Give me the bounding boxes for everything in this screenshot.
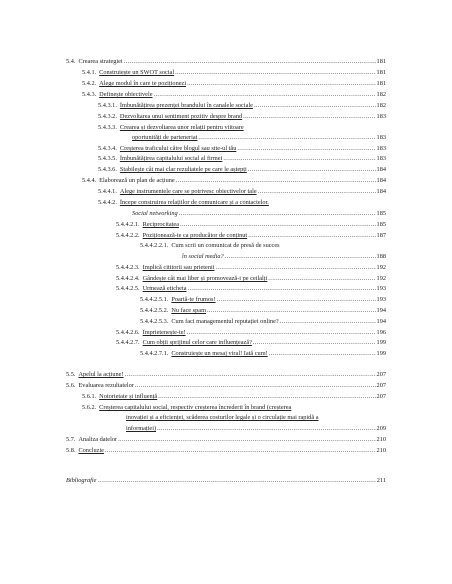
- toc-page-number: 194: [376, 307, 386, 314]
- toc-leader-dots: [176, 177, 376, 184]
- toc-entry-number: 5.4.4.2.1.: [116, 221, 140, 228]
- toc-entry-title: Creșterea traficului către blogul sau site-ul tău: [119, 145, 237, 152]
- toc-entry-number: 5.4.3.: [82, 91, 97, 98]
- toc-entry: [140, 350, 386, 357]
- toc-page-number: 183: [376, 134, 386, 141]
- toc-leader-dots: [207, 307, 376, 314]
- toc-leader-dots: [269, 350, 376, 357]
- toc-entry-number: 5.4.4.2.5.1.: [140, 296, 169, 303]
- toc-entry-title: Alege modul în care te poziționezi: [99, 80, 187, 87]
- toc-entry-number: 5.4.: [66, 58, 76, 65]
- toc-entry-title: Îmbunătățirea prezenței brandului în canalele sociale: [119, 102, 253, 109]
- toc-leader-dots: [187, 329, 376, 336]
- toc-entry: [82, 404, 386, 411]
- toc-leader-dots: [243, 113, 375, 120]
- toc-page-number: 184: [376, 188, 386, 195]
- toc-page-number: 194: [376, 318, 386, 325]
- toc-entry-number: 5.4.3.4.: [98, 145, 117, 152]
- toc-entry-title: Dezvoltarea unui sentiment pozitiv despre brand: [119, 113, 243, 120]
- toc-page-number: 193: [376, 285, 386, 292]
- toc-entry: [98, 155, 386, 162]
- toc-leader-dots: [268, 275, 375, 282]
- toc-entry-number: 5.4.4.2.6.: [116, 329, 140, 336]
- toc-entry: [82, 80, 386, 87]
- toc-entry: [132, 134, 386, 141]
- toc-leader-dots: [198, 134, 375, 141]
- toc-entry: [116, 285, 386, 292]
- toc-page-number: 192: [376, 275, 386, 282]
- toc-leader-dots: [225, 253, 376, 260]
- toc-page-number: 207: [376, 393, 386, 400]
- toc-leader-dots: [157, 425, 375, 432]
- toc-entry: [82, 177, 386, 184]
- toc-page-number: 184: [376, 166, 386, 173]
- toc-entry-title: Începe construirea relațiilor de comunicare și a contactelor.: [119, 199, 269, 206]
- toc-leader-dots: [258, 188, 376, 195]
- toc-page-number: 193: [376, 296, 386, 303]
- toc-entry: [98, 166, 386, 173]
- toc-entry-number: 5.4.4.2.4.: [116, 275, 140, 282]
- toc-page-number: 181: [376, 69, 386, 76]
- toc-entry-number: 5.4.3.5.: [98, 155, 117, 162]
- toc-page-number: 207: [376, 382, 386, 389]
- toc-leader-dots: [280, 318, 376, 325]
- toc-entry-number: 5.4.4.2.5.2.: [140, 307, 169, 314]
- toc-page-number: 185: [376, 210, 386, 217]
- toc-entry-number: 5.4.4.2.: [98, 199, 117, 206]
- toc-leader-dots: [253, 339, 376, 346]
- toc-entry: [98, 199, 386, 206]
- toc-entry-title: Construiește un SWOT social: [99, 69, 175, 76]
- toc-leader-dots: [180, 221, 376, 228]
- toc-entry-number: 5.4.3.6.: [98, 166, 117, 173]
- toc-page-number: 182: [376, 102, 386, 109]
- toc-entry: [126, 414, 386, 421]
- toc-entry-title: Analiza datelor: [78, 436, 118, 443]
- toc-entry-title: Poziționează-te ca producător de conținut: [142, 232, 248, 239]
- toc-entry-number: 5.4.3.1.: [98, 102, 117, 109]
- toc-entry: [98, 113, 386, 120]
- toc-entry: [98, 188, 386, 195]
- toc-entry-title: Implică cititorii sau prietenii: [142, 264, 215, 271]
- toc-leader-dots: [248, 232, 375, 239]
- toc-leader-dots: [175, 69, 375, 76]
- toc-entry: [116, 264, 386, 271]
- toc-entry: [116, 232, 386, 239]
- toc-entry: [82, 91, 386, 98]
- toc-entry-number: 5.4.3.3.: [98, 124, 117, 131]
- toc-entry-number: 5.4.2.: [82, 80, 97, 87]
- toc-page-number: 181: [376, 80, 386, 87]
- toc-entry: [82, 69, 386, 76]
- toc-entry: [140, 296, 386, 303]
- toc-entry: [140, 242, 386, 249]
- toc-entry-title: Bibliografie: [66, 477, 97, 484]
- toc-leader-dots: [105, 447, 376, 454]
- toc-entry-title: oportunități de parteneriat: [132, 134, 198, 141]
- toc-entry-number: 5.4.4.2.7.1.: [140, 350, 169, 357]
- toc-entry-title: Social networking: [132, 210, 178, 217]
- toc-page-number: 209: [376, 425, 386, 432]
- toc-entry: [182, 253, 386, 260]
- toc-leader-dots: [179, 210, 376, 217]
- toc-entry-number: 5.7.: [66, 436, 76, 443]
- toc-entry: [132, 210, 386, 217]
- toc-page-number: 211: [376, 477, 386, 484]
- toc-entry-number: 5.4.4.2.2.1.: [140, 242, 169, 249]
- toc-entry-title: informației): [126, 425, 157, 432]
- toc-leader-dots: [97, 477, 375, 484]
- toc-page-number: 183: [376, 145, 386, 152]
- toc-page-number: 184: [376, 177, 386, 184]
- toc-entry: [98, 102, 386, 109]
- toc-entry: [66, 477, 386, 484]
- toc-entry-title: Alege instrumentele care se potrivesc obiectivelor tale: [119, 188, 257, 195]
- toc-entry-number: 5.4.4.: [82, 177, 97, 184]
- toc-entry-number: 5.4.3.2.: [98, 113, 117, 120]
- toc-entry: [66, 447, 386, 454]
- toc-page-number: 188: [376, 253, 386, 260]
- toc-leader-dots: [254, 102, 376, 109]
- toc-entry-title: Apelul la acțiune!: [78, 371, 124, 378]
- toc-page-number: 196: [376, 329, 386, 336]
- toc-page-number: 210: [376, 436, 386, 443]
- toc-leader-dots: [124, 58, 376, 65]
- toc-entry: [116, 221, 386, 228]
- toc-entry-title: Elaborează un plan de acțiune: [99, 177, 175, 184]
- toc-entry-title: Definește obiectivele: [99, 91, 153, 98]
- toc-entry-title: Cum obții sprijinul celor care influențează?: [142, 339, 252, 346]
- toc-entry-number: 5.6.: [66, 382, 76, 389]
- toc-entry-title: Creșterea capitalului social, respectiv creșterea încrederii în brand (creșterea: [99, 404, 292, 411]
- toc-entry-title: Reciprocitatea: [142, 221, 179, 228]
- toc-entry-title: Concluzie: [78, 447, 104, 454]
- toc-entry: [66, 382, 386, 389]
- toc-leader-dots: [237, 145, 375, 152]
- toc-page-number: 182: [376, 91, 386, 98]
- toc-entry-title: Poartă-te frumos!: [171, 296, 216, 303]
- toc-page-number: 183: [376, 113, 386, 120]
- toc-entry-title: în social media?: [182, 253, 224, 260]
- toc-page-number: 192: [376, 264, 386, 271]
- toc-entry-title: Nu face spam: [171, 307, 206, 314]
- toc-leader-dots: [216, 264, 376, 271]
- toc-entry-number: 5.4.4.2.5.3.: [140, 318, 169, 325]
- toc-leader-dots: [135, 382, 376, 389]
- toc-entry-number: 5.5.: [66, 371, 76, 378]
- toc-entry: [116, 275, 386, 282]
- toc-entry-number: 5.8.: [66, 447, 76, 454]
- toc-page-number: 183: [376, 155, 386, 162]
- toc-entry-title: Îmbunătățirea capitalului social al firmei: [119, 155, 223, 162]
- toc-entry: [116, 329, 386, 336]
- toc-page-number: 187: [376, 232, 386, 239]
- toc-entry-title: Împrietenește-te!: [142, 329, 186, 336]
- toc-leader-dots: [248, 166, 376, 173]
- toc-entry: [66, 371, 386, 378]
- toc-entry-title: Stabilește cât mai clar rezultatele pe care le aștepți: [119, 166, 247, 173]
- toc-entry-title: Cum faci managementul reputației online?: [171, 318, 279, 325]
- toc-entry-title: Crearea strategiei: [78, 58, 123, 65]
- toc-entry-title: Notorietate și influență: [99, 393, 158, 400]
- toc-entry: [98, 145, 386, 152]
- toc-leader-dots: [217, 296, 376, 303]
- toc-entry-number: 5.4.4.2.2.: [116, 232, 140, 239]
- toc-entry: [140, 318, 386, 325]
- toc-entry: [66, 58, 386, 65]
- toc-page-number: 210: [376, 447, 386, 454]
- toc-entry-title: Gândește cât mai liber și promovează-i pe ceilalți: [142, 275, 268, 282]
- toc-entry-number: 5.4.4.2.5.: [116, 285, 140, 292]
- toc-entry: [66, 436, 386, 443]
- toc-page-number: 185: [376, 221, 386, 228]
- toc-entry-title: Evaluarea rezultatelor: [78, 382, 134, 389]
- toc-entry-title: Cum scrii un comunicat de presă de succes: [171, 242, 280, 249]
- toc-page-number: 207: [376, 371, 386, 378]
- toc-leader-dots: [158, 393, 375, 400]
- toc-leader-dots: [125, 371, 376, 378]
- toc-entry: [116, 339, 386, 346]
- toc-entry-number: 5.4.4.2.3.: [116, 264, 140, 271]
- toc-leader-dots: [188, 285, 376, 292]
- toc-entry: [140, 307, 386, 314]
- toc-entry-number: 5.4.4.2.7.: [116, 339, 140, 346]
- toc-leader-dots: [154, 91, 376, 98]
- toc-leader-dots: [118, 436, 375, 443]
- toc-entry-title: Crearea și dezvoltarea unor relații pentru viitoare: [119, 124, 244, 131]
- toc-page-number: 199: [376, 350, 386, 357]
- toc-entry-number: 5.4.4.1.: [98, 188, 117, 195]
- toc-leader-dots: [187, 80, 375, 87]
- toc-entry-number: 5.6.2.: [82, 404, 97, 411]
- toc-entry: [82, 393, 386, 400]
- toc-page-number: 181: [376, 58, 386, 65]
- toc-page-number: 199: [376, 339, 386, 346]
- toc-entry: [126, 425, 386, 432]
- toc-entry: [98, 124, 386, 131]
- toc-entry-number: 5.4.1.: [82, 69, 97, 76]
- toc-entry-title: Construiește un mesaj viral! Iată cum!: [171, 350, 268, 357]
- toc-entry-title: inovației și a eficienței, scăderea costurilor legale și o circulație mai rapidă a: [126, 414, 319, 421]
- toc-leader-dots: [223, 155, 375, 162]
- toc-entry-title: Urmează eticheta: [142, 285, 187, 292]
- toc-entry-number: 5.6.1.: [82, 393, 97, 400]
